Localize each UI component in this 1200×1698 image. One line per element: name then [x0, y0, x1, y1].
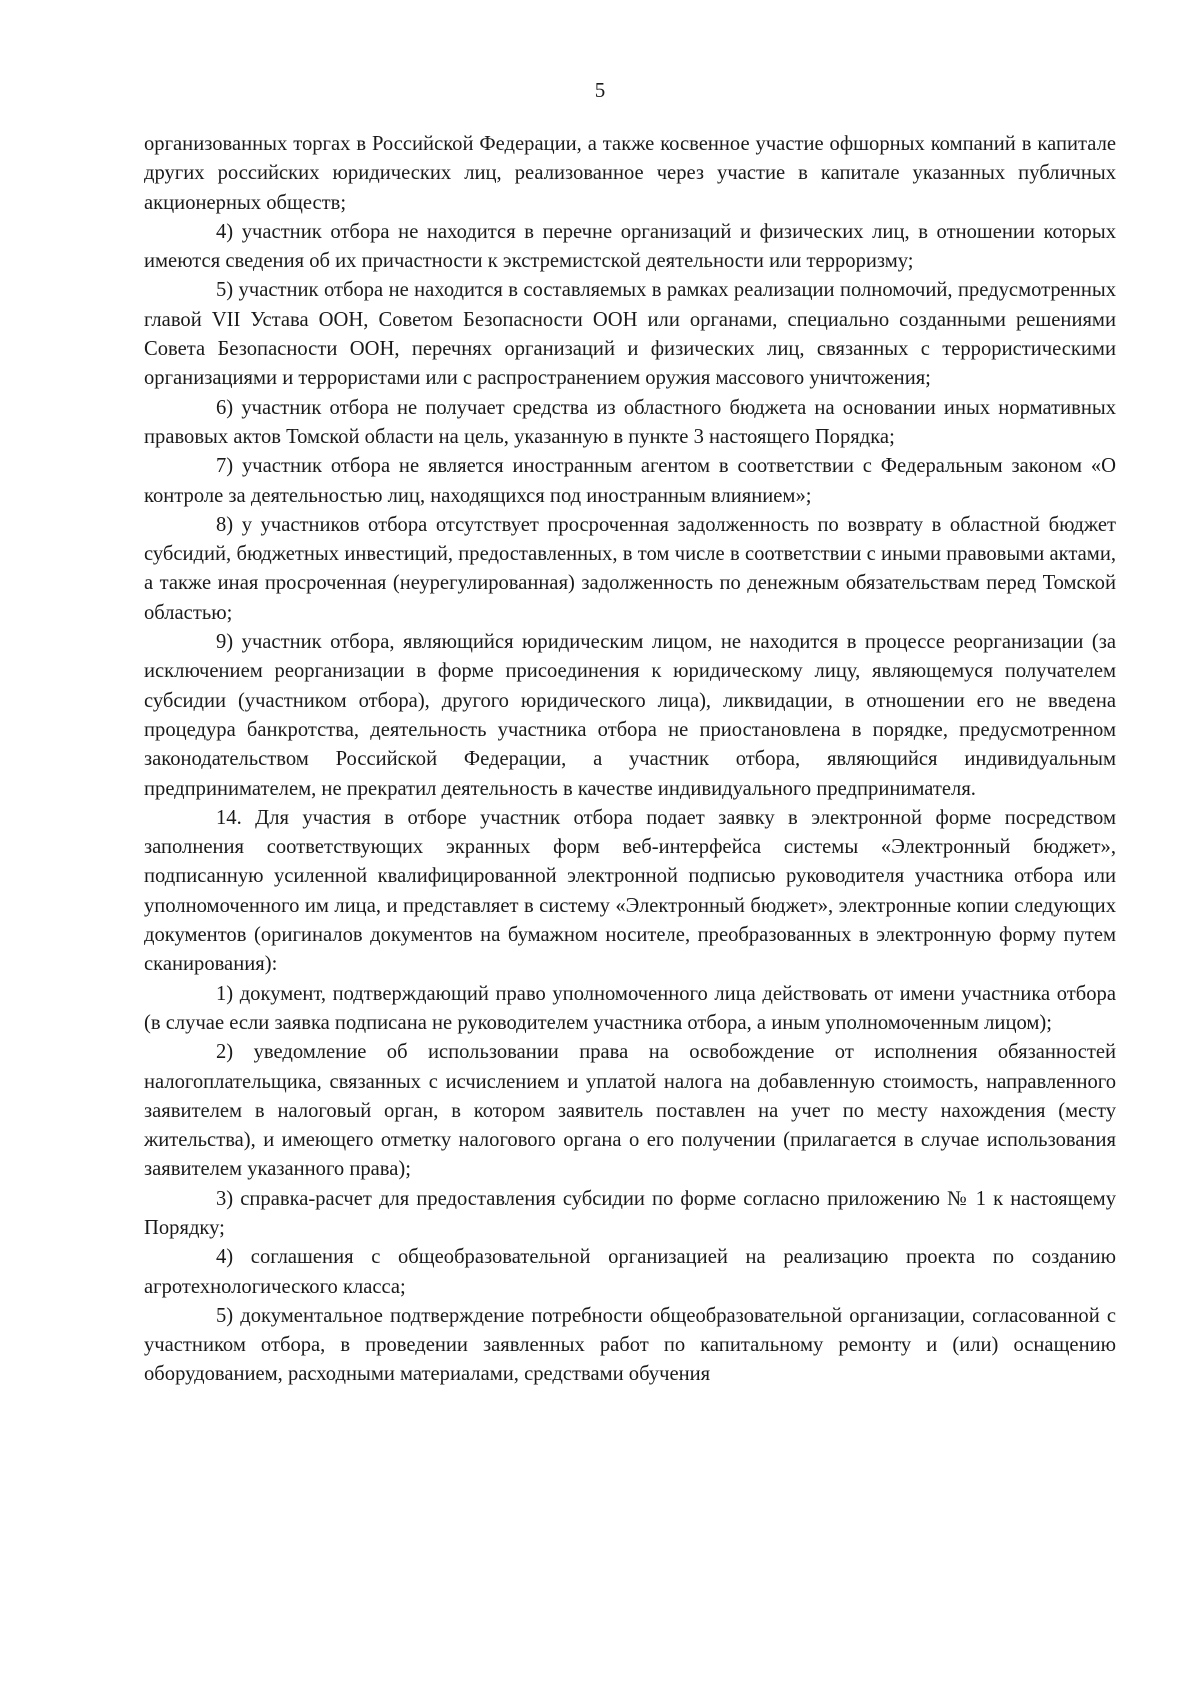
paragraph-doc-5: 5) документальное подтверждение потребности общеобразовательной организации, согласованной с участником отбора, в проведении заявленных работ по капитальному ремонту и (или) оснащению оборудованием, расходными материалами, средствами обучения: [144, 1304, 1116, 1386]
paragraph-continuation: организованных торгах в Российской Федерации, а также косвенное участие офшорных компаний в капитале других российских юридических лиц, реализованное через участие в капитале указанных публичных акционерных обществ;: [144, 133, 1116, 214]
paragraph-doc-3: 3) справка-расчет для предоставления субсидии по форме согласно приложению № 1 к настоящему Порядку;: [144, 1187, 1116, 1239]
page-number: 5: [594, 78, 606, 102]
paragraph-item-5: 5) участник отбора не находится в составляемых в рамках реализации полномочий, предусмотренных главой VII Устава ООН, Советом Безопасности ООН или органами, специально созданными решениями Совета Безопасности ООН, перечнях организаций и физических лиц, связанных с террористическими организациями и террористами или с распространением оружия массового уничтожения;: [144, 279, 1116, 390]
paragraph-item-9: 9) участник отбора, являющийся юридическим лицом, не находится в процессе реорганизации (за исключением реорганизации в форме присоединения к юридическому лицу, являющемуся получателем субсидии (участником отбора), другого юридического лица), ликвидации, в отношении его не введена процедура банкротства, деятельность участника отбора не приостановлена в порядке, предусмотренном законодательством Российской Федерации, а участник отбора, являющийся индивидуальным предпринимателем, не прекратил деятельность в качестве индивидуального предпринимателя.: [144, 631, 1116, 800]
paragraph-doc-4: 4) соглашения с общеобразовательной организацией на реализацию проекта по созданию агротехнологического класса;: [144, 1246, 1116, 1298]
document-body: [144, 130, 1116, 1390]
paragraph-clause-14: 14. Для участия в отборе участник отбора подает заявку в электронной форме посредством заполнения соответствующих экранных форм веб-интерфейса системы «Электронный бюджет», подписанную усиленной квалифицированной электронной подписью руководителя участника отбора или уполномоченного им лица, и представляет в систему «Электронный бюджет», электронные копии следующих документов (оригиналов документов на бумажном носителе, преобразованных в электронную форму путем сканирования):: [144, 806, 1116, 976]
paragraph-doc-2: 2) уведомление об использовании права на освобождение от исполнения обязанностей налогоплательщика, связанных с исчислением и уплатой налога на добавленную стоимость, направленного заявителем в налоговый орган, в котором заявитель поставлен на учет по месту нахождения (месту жительства), и имеющего отметку налогового органа о его получении (прилагается в случае использования заявителем указанного права);: [144, 1041, 1116, 1181]
paragraph-item-8: 8) у участников отбора отсутствует просроченная задолженность по возврату в областной бюджет субсидий, бюджетных инвестиций, предоставленных, в том числе в соответствии с иными правовыми актами, а также иная просроченная (неурегулированная) задолженность по денежным обязательствам перед Томской областью;: [144, 513, 1116, 624]
paragraph-doc-1: 1) документ, подтверждающий право уполномоченного лица действовать от имени участника отбора (в случае если заявка подписана не руководителем участника отбора, а иным уполномоченным лицом);: [144, 982, 1116, 1034]
paragraph-item-4: 4) участник отбора не находится в перечне организаций и физических лиц, в отношении которых имеются сведения об их причастности к экстремистской деятельности или терроризму;: [144, 220, 1116, 273]
paragraph-item-7: 7) участник отбора не является иностранным агентом в соответствии с Федеральным законом «О контроле за деятельностью лиц, находящихся под иностранным влиянием»;: [144, 455, 1116, 507]
paragraph-item-6: 6) участник отбора не получает средства из областного бюджета на основании иных нормативных правовых актов Томской области на цель, указанную в пункте 3 настоящего Порядка;: [144, 396, 1116, 448]
